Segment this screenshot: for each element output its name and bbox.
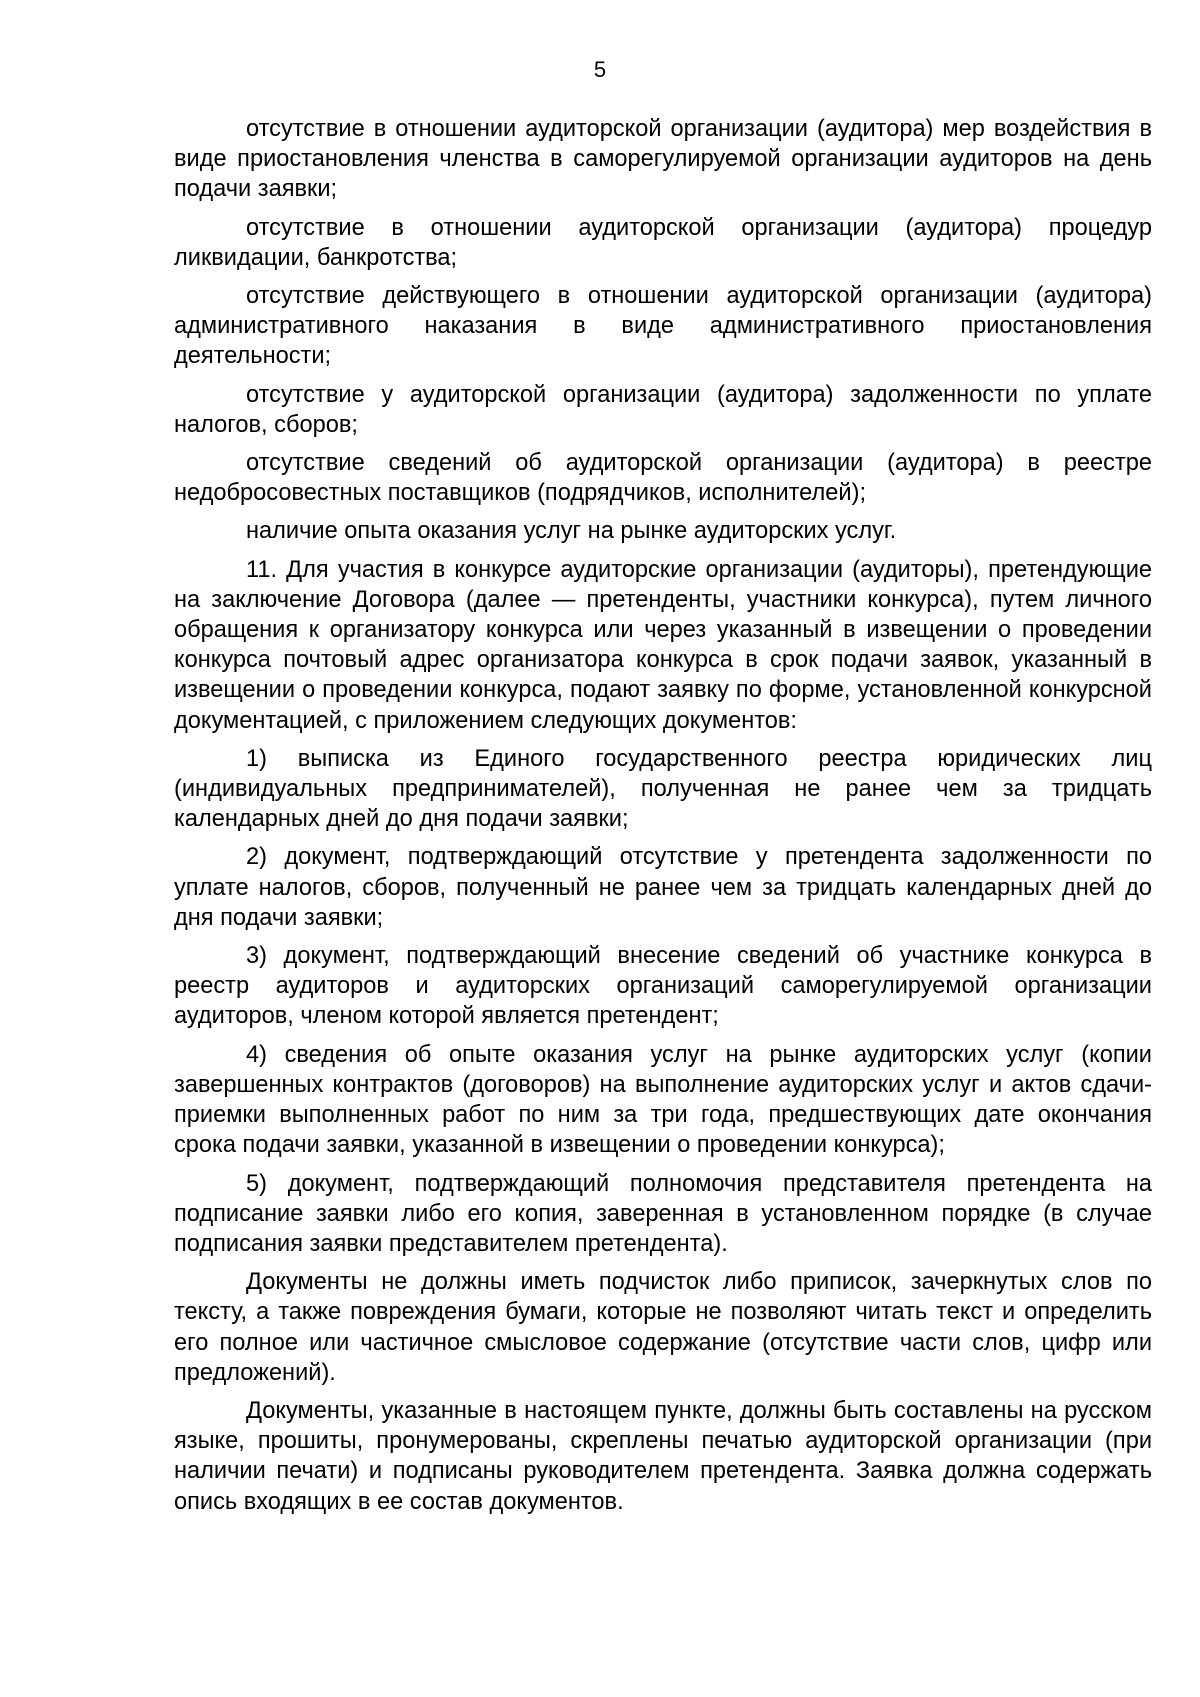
paragraph-10: 3) документ, подтверждающий внесение сведений об участнике конкурса в реестр аудиторов и аудиторских организаций саморегулируемой организации аудиторов, членом которой является претендент;	[174, 943, 1152, 1030]
paragraph-12: 5) документ, подтверждающий полномочия представителя претендента на подписание заявки либо его копия, заверенная в установленном порядке (в случае подписания заявки представителем претендента).	[174, 1170, 1152, 1257]
page-number: 5	[593, 57, 607, 82]
paragraph-6: наличие опыта оказания услуг на рынке аудиторских услуг.	[246, 518, 897, 545]
paragraph-2: отсутствие в отношении аудиторской организации (аудитора) процедур ликвидации, банкротства;	[174, 214, 1152, 271]
paragraph-3: отсутствие действующего в отношении аудиторской организации (аудитора) административного наказания в виде административного приостановления деятельности;	[174, 283, 1152, 370]
paragraph-14: Документы, указанные в настоящем пункте, должны быть составлены на русском языке, прошиты, пронумерованы, скреплены печатью аудиторской организации (при наличии печати) и подписаны руководителем претендента. Заявка должна содержать опись входящих в ее состав документов.	[174, 1397, 1152, 1515]
paragraph-13: Документы не должны иметь подчисток либо приписок, зачеркнутых слов по тексту, а также повреждения бумаги, которые не позволяют читать текст и определить его полное или частичное смысловое содержание (отсутствие части слов, цифр или предложений).	[174, 1269, 1152, 1386]
paragraph-8: 1) выписка из Единого государственного реестра юридических лиц (индивидуальных предпринимателей), полученная не ранее чем за тридцать календарных дней до дня подачи заявки;	[174, 745, 1152, 833]
document-body	[174, 114, 1152, 1525]
paragraph-4: отсутствие у аудиторской организации (аудитора) задолженности по уплате налогов, сборов;	[174, 381, 1152, 438]
paragraph-1: отсутствие в отношении аудиторской организации (аудитора) мер воздействия в виде приостановления членства в саморегулируемой организации аудиторов на день подачи заявки;	[174, 116, 1152, 203]
paragraph-11: 4) сведения об опыте оказания услуг на рынке аудиторских услуг (копии завершенных контрактов (договоров) на выполнение аудиторских услуг и актов сдачи-приемки выполненных работ по ним за три года, предшествующих дате окончания срока подачи заявки, указанной в извещении о проведении конкурса);	[174, 1041, 1152, 1159]
paragraph-5: отсутствие сведений об аудиторской организации (аудитора) в реестре недобросовестных поставщиков (подрядчиков, исполнителей);	[174, 450, 1152, 507]
paragraph-7: 11. Для участия в конкурсе аудиторские организации (аудиторы), претендующие на заключение Договора (далее — претенденты, участники конкурса), путем личного обращения к организатору конкурса или через указанный в извещении о проведении конкурса почтовый адрес организатора конкурса в срок подачи заявок, указанный в извещении о проведении конкурса, подают заявку по форме, установленной конкурсной документацией, с приложением следующих документов:	[174, 556, 1152, 734]
paragraph-9: 2) документ, подтверждающий отсутствие у претендента задолженности по уплате налогов, сборов, полученный не ранее чем за тридцать календарных дней до дня подачи заявки;	[174, 844, 1152, 931]
